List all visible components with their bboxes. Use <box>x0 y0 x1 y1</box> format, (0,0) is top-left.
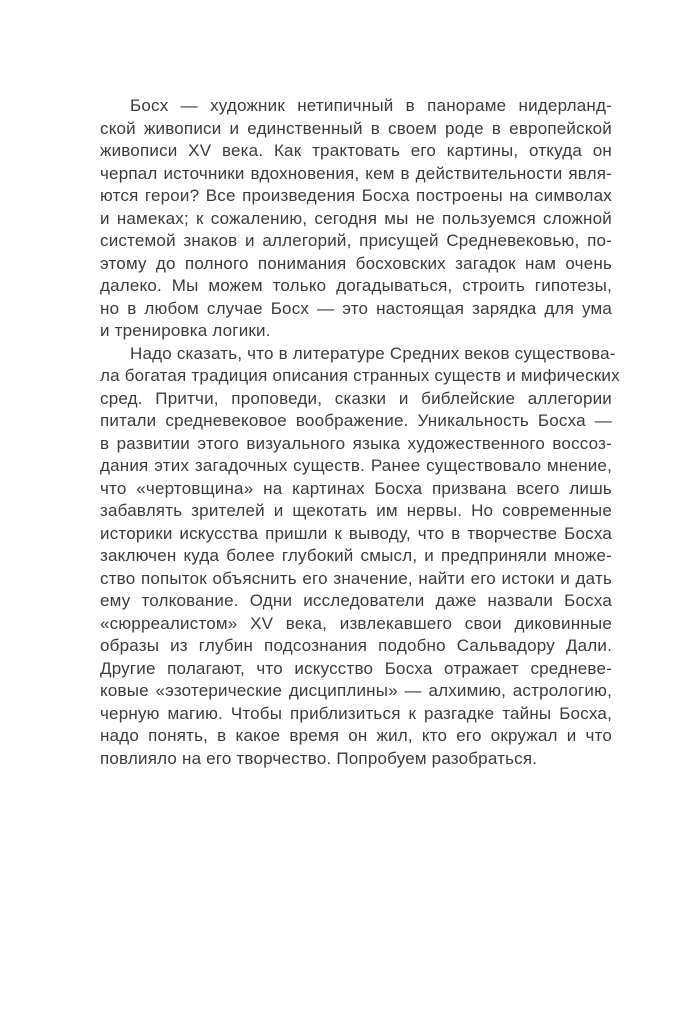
text-line: забавлять зрителей и щекотать им нервы. Но современные <box>100 501 612 520</box>
text-line: «сюрреалистом» XV века, извлекавшего свои диковинные <box>100 613 612 633</box>
text-line: ему толкование. Одни исследователи даже назвали Босха <box>100 591 612 610</box>
text-line: черпал источники вдохновения, кем в действительности явля- <box>100 163 612 183</box>
text-line: ются герои? Все произведения Босха построены на символах <box>100 186 612 205</box>
text-line: ковые «эзотерические дисциплины» — алхимию, астрологию, <box>100 681 612 700</box>
text-line: Босх — художник нетипичный в панораме нидерланд- <box>130 96 612 115</box>
text-line: ла богатая традиция описания странных существ и мифических <box>100 366 620 385</box>
text-line: дания этих загадочных существ. Ранее существовало мнение, <box>100 456 612 475</box>
text-line: Надо сказать, что в литературе Средних веков существова- <box>130 343 616 363</box>
text-line: системой знаков и аллегорий, присущей Средневековью, по- <box>100 231 612 250</box>
text-line: и тренировка логики. <box>100 321 271 340</box>
text-line: ской живописи и единственный в своем роде в европейской <box>100 118 612 138</box>
text-line: живописи XV века. Как трактовать его картины, откуда он <box>100 141 612 160</box>
text-line: надо понять, в какое время он жил, кто его окружал и что <box>100 726 612 745</box>
paragraph <box>100 95 612 343</box>
text-line: заключен куда более глубокий смысл, и предприняли множе- <box>100 546 612 565</box>
text-line: что «чертовщина» на картинах Босха призвана всего лишь <box>100 478 612 498</box>
body-text <box>100 95 620 770</box>
text-line: черную магию. Чтобы приблизиться к разгадке тайны Босха, <box>100 703 612 723</box>
text-line: далеко. Мы можем только догадываться, строить гипотезы, <box>100 276 612 295</box>
text-line: повлияло на его творчество. Попробуем разобраться. <box>100 748 538 768</box>
text-line: ство попыток объяснить его значение, найти его истоки и дать <box>100 568 612 588</box>
text-line: питали средневековое воображение. Уникальность Босха — <box>100 411 612 430</box>
text-line: Другие полагают, что искусство Босха отражает средневе- <box>100 658 612 678</box>
text-line: и намеках; к сожалению, сегодня мы не пользуемся сложной <box>100 208 612 228</box>
text-line: но в любом случае Босх — это настоящая зарядка для ума <box>100 298 612 318</box>
text-line: сред. Притчи, проповеди, сказки и библейские аллегории <box>100 388 612 408</box>
text-line: в развитии этого визуального языка художественного воссоз- <box>100 433 612 453</box>
text-line: образы из глубин подсознания подобно Сальвадору Дали. <box>100 636 612 655</box>
text-line: историки искусства пришли к выводу, что в творчестве Босха <box>100 523 612 543</box>
paragraph <box>100 343 620 771</box>
text-line: этому до полного понимания босховских загадок нам очень <box>100 253 612 273</box>
